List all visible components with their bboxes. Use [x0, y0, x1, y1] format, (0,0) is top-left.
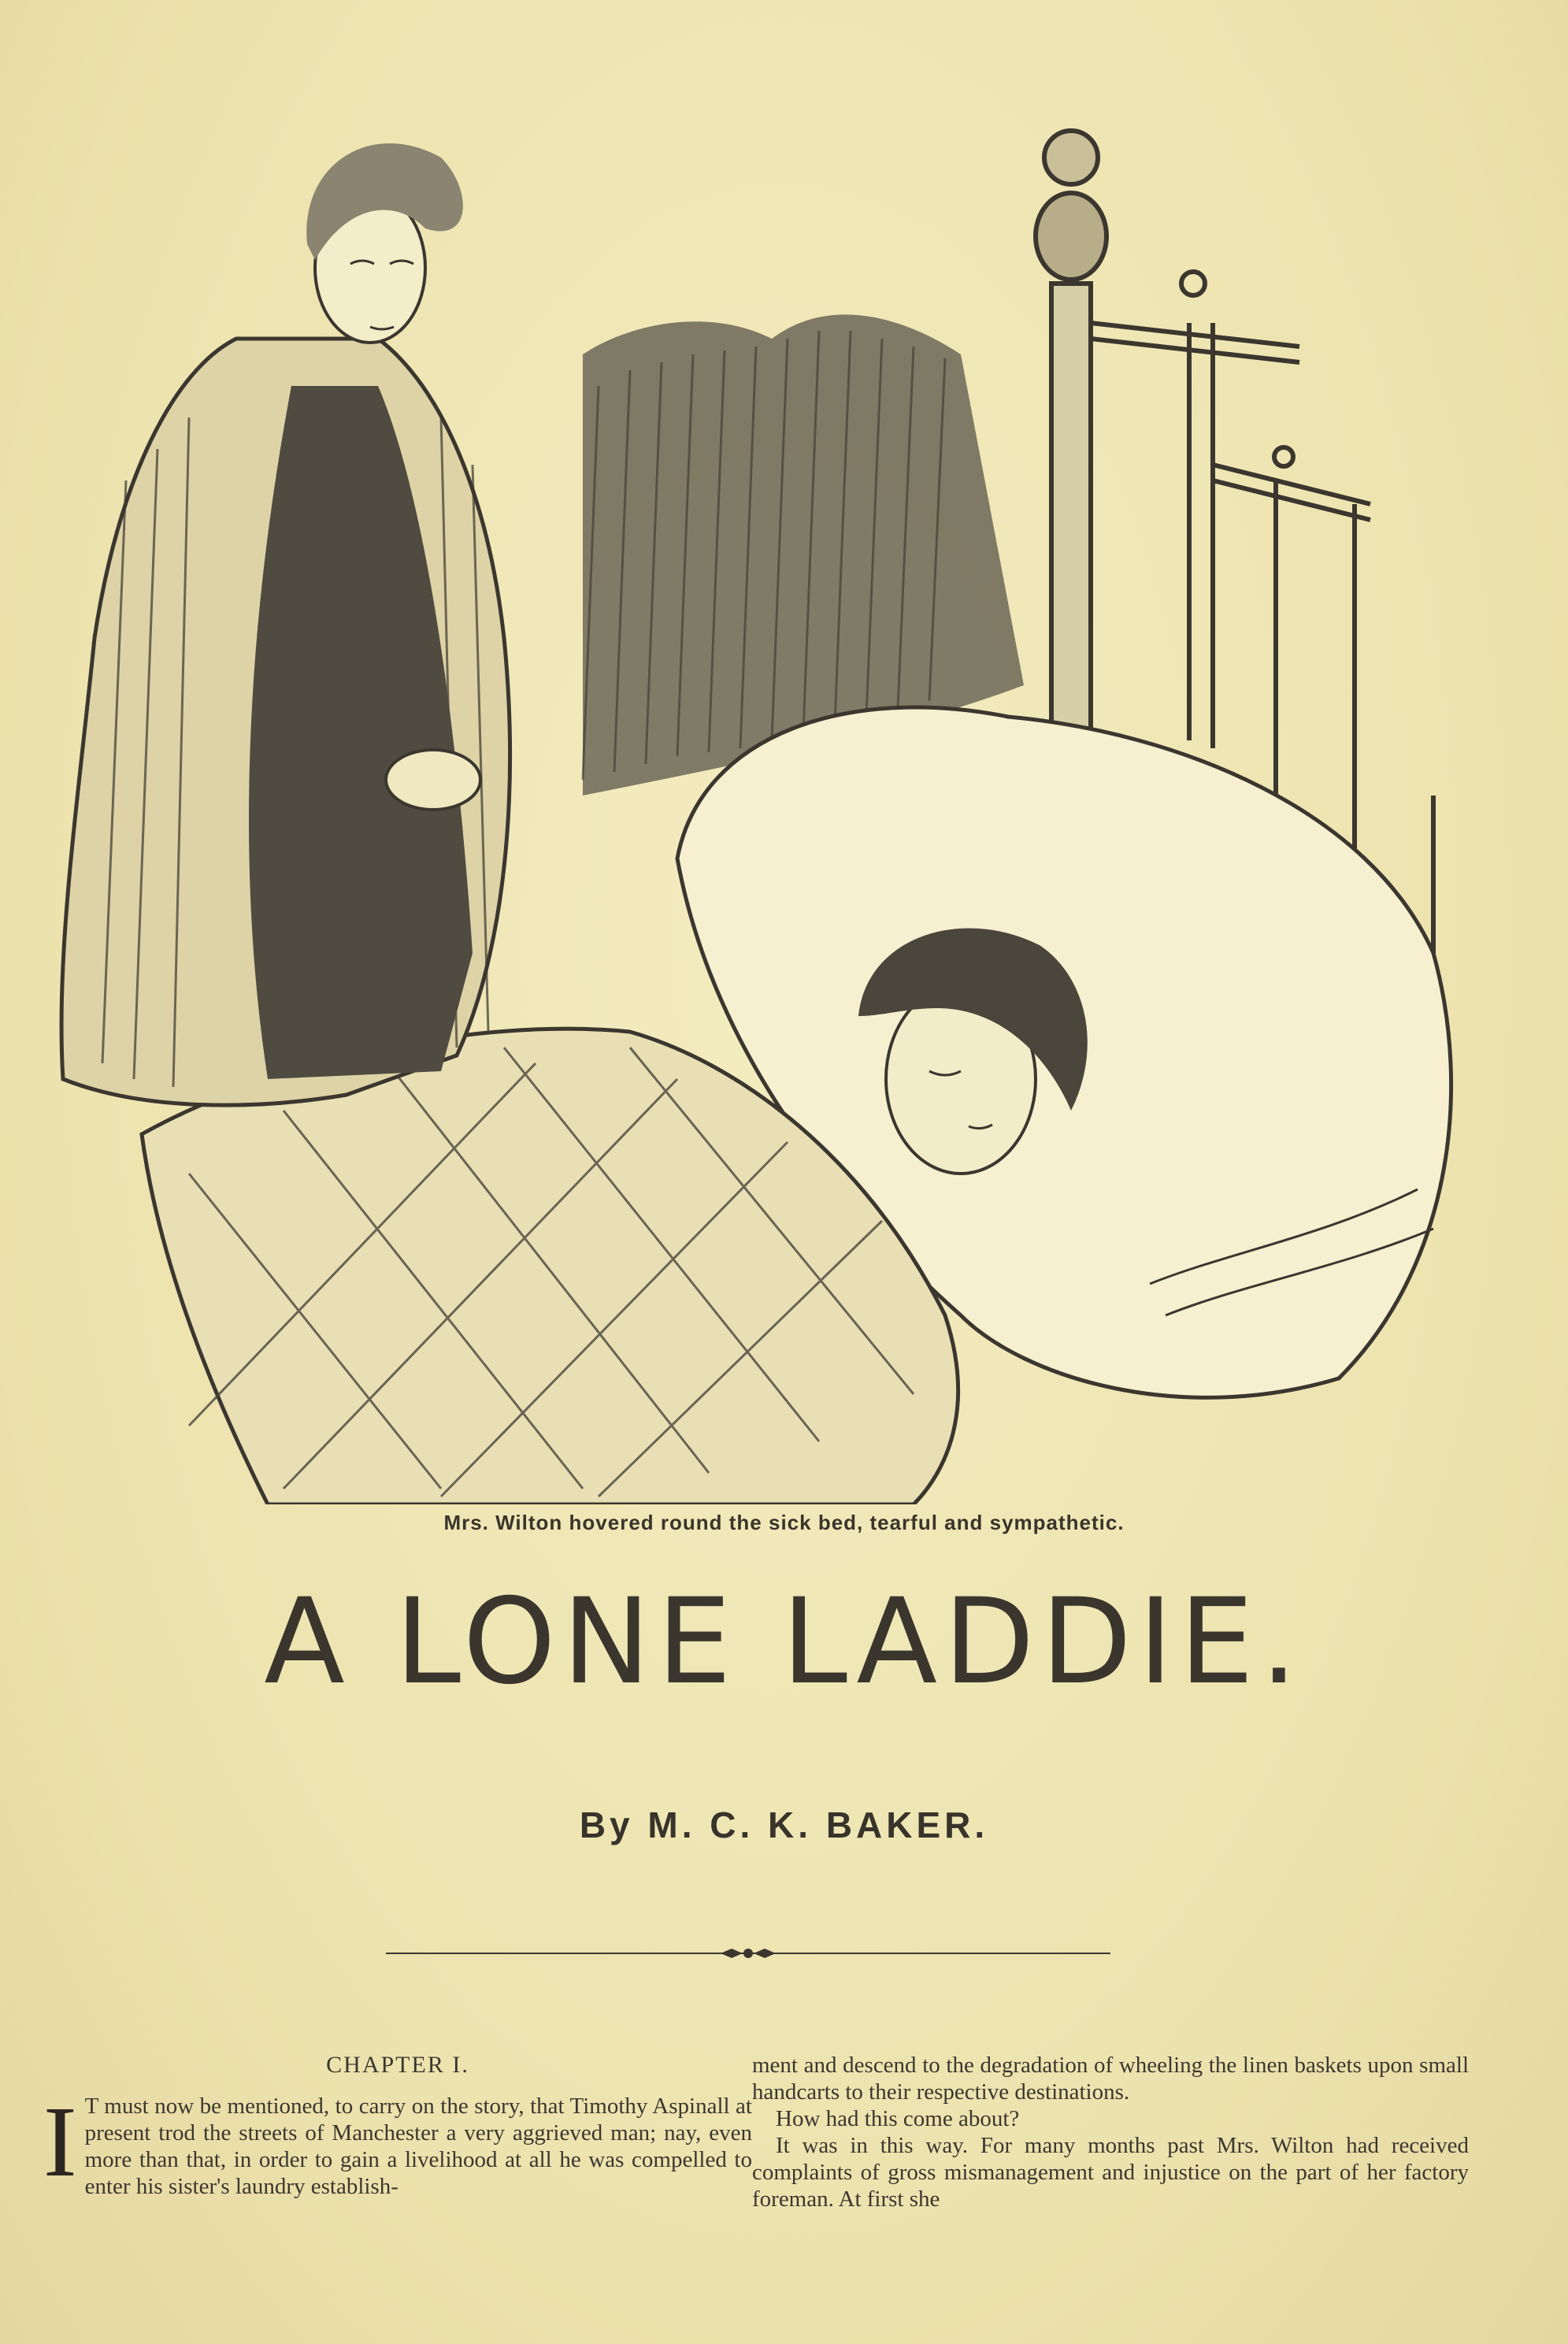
article-byline: By M. C. K. BAKER. [579, 1804, 989, 1845]
woman-hands [386, 750, 480, 810]
ornamental-rule [386, 1945, 1110, 1961]
illustration-caption: Mrs. Wilton hovered round the sick bed, tearful and sympathetic. [443, 1511, 1125, 1534]
article-title: A LONE LADDIE. [264, 1574, 1304, 1711]
paragraph: T must now be mentioned, to carry on the story, that Timothy Aspinall at present trod the streets of Manchester a very aggrieved man; nay, even more than that, in order to gain a livelihood at all he was compelled to enter his sister's laundry establish- [84, 2094, 752, 2199]
paragraph: ment and descend to the degradation of wheeling the linen baskets upon small handcarts to their respective destinations. [752, 2053, 1469, 2105]
paragraph: How had this come about? [776, 2106, 1020, 2131]
sickbed-illustration [32, 87, 1481, 1504]
text-column-left [43, 2052, 752, 2200]
drop-cap: I [43, 2086, 77, 2198]
chapter-heading: CHAPTER I. [326, 2052, 469, 2078]
text-column-right [752, 2052, 1469, 2212]
paragraph: It was in this way. For many months past Mrs. Wilton had received complaints of gross mismanagement and injustice on the part of her factory foreman. At first she [752, 2133, 1469, 2212]
